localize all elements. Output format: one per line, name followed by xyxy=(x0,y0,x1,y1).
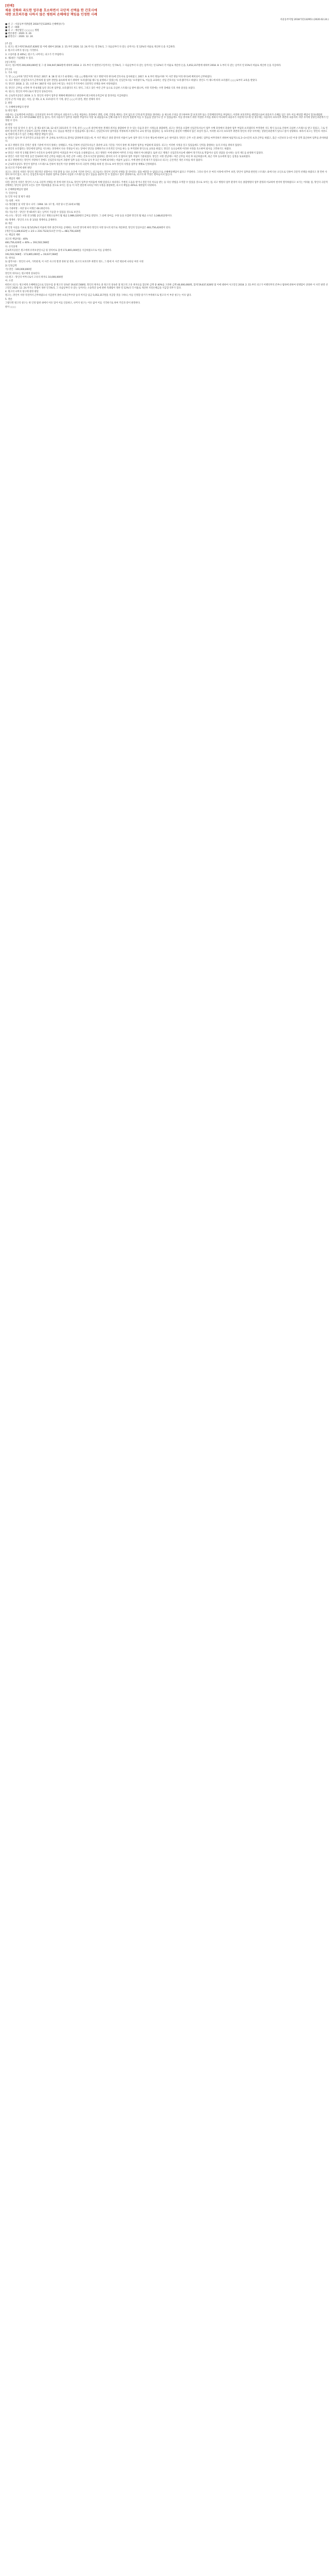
paragraph: 나. 책임의 제한 xyxy=(5,234,21,237)
paragraph: 2. 판단 xyxy=(5,102,12,105)
court-case-number: 서울동부지법 2018가단132951 (2020.02.24.) xyxy=(280,18,329,21)
meta-line: ■ 판결선고 : 2020. 12. 24. xyxy=(5,35,34,38)
paragraph: 라. 망인은 근무를 시작한 후 약 6개월 동안 과도한 업무량, 프리셉터의 지도 방식, 그리고 잦은 야간 근무 등으로 극심한 스트레스를 받아 왔으며, 사망 직전에는 수면 장애와 식욕 저하 증상을 보였다. xyxy=(5,87,195,90)
paragraph: [계산식] 3,348,612원 × 2/3 × 216.7123(호프만 수치) = 483,756,420원 xyxy=(5,230,81,233)
meta-line: ■ 변론종결 : 2020. 0. 24. xyxy=(5,32,32,35)
paragraph: 위 인정 사실 및 앞서 든 증거, 갑 제3 내지 10, 12 내지 15호증의 각 기재, 증인 ○○○의 증언에 변론 전체의 취지를 종합하여 알 수 있는 다음과 같은 사정들을 종합하면, 피고는 망인을 포함한 신입간호사들이 업무 수행 과정에서 과중한 업무 부담과 프리셉터의 부적절한 지도 방식 등으로 인하여 극심한 스트레스를 받고 있었고, 그로 인하여 정신적 건강이 손상되어 극단적 선택에 이를 수도 있음을 예견할 수 있었음에도 불구하고, 신입간호사의 업무량을 적정하게 조절하거나 교육 방식을 점검하는 등 보호의무를 충실히 이행하지 않은 과실이 있고, 이러한 피고의 보호의무 위반과 망인의 사망 사이에는 상당인과관계가 있다고 봄이 상당하다. 따라서 피고는 망인의 사망으로 인하여 원고가 입은 손해를 배상할 책임이 있다. xyxy=(5,127,328,137)
paragraph: 3) 피고의 주장에 대한 판단 xyxy=(5,167,32,170)
paragraph: 5. 결론 xyxy=(5,298,12,301)
paragraph: 4. 제1항은 가집행할 수 있다. xyxy=(5,57,34,60)
meta-line: ■ 피 고 : 재단법인 ○○○○○ 병원 xyxy=(5,29,39,32)
paragraph: ⑦ 근로복지공단도 망인이 업무상 스트레스로 인하여 정신적 이상 상태에 이르러 극단적 선택을 하게 된 것으로 보아 망인의 사망을 업무상 재해로 인정하였다. xyxy=(5,163,157,166)
paragraph: ⑥ 피고 병원에서는 망인이 사망하기 전에도 신입간호사들이 과중한 업무 등을 이유로 입사 후 1년 이내에 퇴사하는 비율이 높았고, 이에 관한 문제 제기가 있었으나 피고는 근본적인 개선 조치를 하지 않았다. xyxy=(5,159,203,162)
paragraph: 1) 참작사유 : 망인의 나이, 가족관계, 이 사건 사고의 발생 경위 및 결과, 피고의 보호의무 위반의 정도, 그 밖에 이 사건 변론에 나타난 여러 사정 xyxy=(5,261,144,264)
paragraph: 마) 소득 : 망인은 사망 전 3개월 동안 피고 병원으로부터 월 평균 2,989,320원의 급여를 받았다. 그 외에 상여금, 수당 등을 포함한 망인의 월 평균 소득은 3,348,612원이다. xyxy=(5,215,173,218)
paragraph: ② 피고 병원의 간호 인력은 법정 기준에 미치지 못하는 상태였고, 이로 인하여 신입간호사들은 충분한 교육 기간을 거치지 못한 채 과중한 업무를 부담하게 되었다. 피고는 이러한 사정을 알고 있었음에도 인력을 충원하는 등의 조치를 취하지 않았다. xyxy=(5,144,242,147)
paragraph: 가) 성별 : 여자 xyxy=(5,199,20,202)
meta-line: ■ 선 고 : 서울동부지방법원 2018가단132951 손해배상(기) xyxy=(5,23,64,26)
meta-line: ■ 원 고 : 000 xyxy=(5,26,20,29)
paragraph: ⑤ 망인은 사망 직전 며칠 동안 연속하여 야간 근무를 하였는데, 야간 근무 시에는 간호사 1인당 담당하는 환자의 수가 더 많아져 업무 부담이 가중되었다. 망인은 사망 전날에도 야간 근무를 마친 후 퇴근하였으며, 퇴근 직후 동료에게 힘든 심정을 토로하였다. xyxy=(5,155,251,158)
paragraph: 2) 계산 xyxy=(5,223,13,226)
paragraph: 바. 근로복지공단은 2019. 3. 5. 망인의 사망이 업무상 재해에 해당한다고 판단하여 원고에게 유족급여 및 장의비를 지급하였다. xyxy=(5,94,128,97)
paragraph: [인정 근거] 다툼 없는 사실, 갑 제1, 2, 6, 11호증의 각 기재, 증인 ○○○의 증언, 변론 전체의 취지 xyxy=(5,98,101,101)
paragraph: 1. 기초 사실 xyxy=(5,72,18,75)
paragraph: 다만, 망인의 사망은 망인이 스스로 극단적 선택을 한 것에 의한 것으로, 망인이 업무상 어려움에 처해 있었다고 하더라도 주변의 도움을 받거나 전문가의 치료를 받는 등 다른 방법을 모색할 수 있었을 것으로 보이는 점, 피고 병원의 업무 환경이 다른 종합병원의 업무 환경과 비교하여 현저히 열악하였다고 보기는 어려운 점, 망인의 극단적 선택에는 망인의 심리적 요인도 일부 작용하였을 것으로 보이는 점 등 이 사건 변론에 나타난 여러 사정을 종합하면, 피고의 책임을 40%로 제한함이 타당하다. xyxy=(5,181,328,188)
document-title xyxy=(5,9,329,17)
paragraph: 가. 일실수입 xyxy=(5,192,18,195)
paragraph: 가. 망 ○○○(이하 '망인'이라 한다)은 2017. 8. 18.경 피고가 운영하는 서울 ○○병원(이하 '피고 병원'이라 한다)에 간호사로 입사하였고, 2017. 9. 4.부터 병동(이하 '이 사건 병동'이라 한다)에 배치되어 근무하였다. xyxy=(5,75,212,78)
paragraph: 원고는, 망인이 사망 직전까지 근무하였으나 지급받지 못한 초과근무수당 등의 미지급 임금 5,052,317원을 지급할 것을 구하나, 이를 인정할 증거가 부족하므로 원고의 이 부분 청구는 이유 없다. xyxy=(5,294,192,297)
paragraph: 3. 소송비용 중 40%는 원고가, 나머지는 피고가 각 부담한다. xyxy=(5,53,64,56)
paragraph: ③ 망인의 프리셉터는 망인에게 업무를 지도하는 과정에서 다른 직원들이 보는 앞에서 망인을 질책하거나 모욕적인 언사를 하는 등 부적절한 방식으로 교육을 하였고, 망인은 동료들에게 이러한 사정을 호소하며 퇴사를 고민하기도 하였다. xyxy=(5,148,232,151)
paragraph: 따라서 피고는 원고에게 손해배상금으로 일실수입 중 원고의 상속분 19,637,568원, 망인의 위자료 중 원고의 상속분 및 원고의 고유 위자료를 합산한 금액 중 40%를 고려한 금액 40,000,060원, 합계 59,637,628원 및 이에 대하여 사고일인 2018. 2. 15.부터 피고가 이행의무의 존부나 범위에 관하여 항쟁함이 상당한 이 사건 판결 선고일인 2020. 12. 24.까지는 민법이 정한 연 5%의, 그 다음날부터 다 갚는 날까지는 소송촉진 등에 관한 특례법이 정한 연 12%의 각 비율로 계산한 지연손해금을 지급할 의무가 있다. xyxy=(5,283,328,290)
paragraph: 그렇다면 원고의 청구는 위 인정 범위 내에서 이유 있어 이를 인용하고, 나머지 청구는 이유 없어 이를 기각하기로 하여 주문과 같이 판결한다. xyxy=(5,302,141,305)
paragraph: 피고의 책임비율 : 40% xyxy=(5,238,28,241)
paragraph: 바) 생계비 : 망인의 소득 중 1/3을 생계비로 공제한다. xyxy=(5,218,58,222)
paragraph: 망인의 위자료는 원고에게 상속된다. xyxy=(5,272,40,275)
paragraph: 근로복지공단은 원고에게 유족보상일시금 및 장의비로 합계 173,865,000원을 지급하였으므로 이를 공제한다. xyxy=(5,249,112,252)
document-tag: [판례] xyxy=(5,4,14,8)
paragraph: 나) 생년월일 및 사망 당시 나이 : 1994. 10. 17.생, 사망 당시 만 23세 4개월 xyxy=(5,204,80,207)
paragraph: 위 인정 사실을 기초로 월 5/12%의 비율에 의한 중간이자를 공제하는 호프만 방식에 따라 망인의 사망 당시의 현가로 계산하면, 망인의 일실수입은 483,756,420원이 된다. xyxy=(5,226,171,229)
paragraph: 다. 손익상계 xyxy=(5,245,18,248)
paragraph: ① 망인은 입사 후 약 2주간의 교육을 받은 후 곧바로 독자적으로 환자를 담당하게 되었는데, 이 사건 병동은 중증 환자의 비율이 높아 업무 강도가 다른 병동에 비하여 높은 편이었다. 망인은 근무 시간 외에도 업무를 마무리하기 위하여 평균적으로 2~3시간의 초과 근무를 하였고, 출근 시간보다 1시간 이상 일찍 출근하여 업무를 준비하였다. xyxy=(5,137,328,143)
paragraph: 사용자는 근로계약에 수반되는 신의칙상의 부수적 의무로서 피용자가 노무를 제공하는 과정에서 생명, 신체, 건강을 해치는 일이 없도록 인적·물적 환경을 정비하는 등 필요한 조치를 강구하여야 할 보호의무 또는 안전배려의무를 부담하고, 이러한 보호의무를 위반함으로써 피용자가 손해를 입은 경우 이를 배상할 책임이 있다(대법원 1999. 2. 23. 선고 97다12082 판결 등 참조). 특히 사용자가 업무상 과중한 부담이나 직장 내 괴롭힘으로 인해 피용자가 정신적 질환에 이를 수 있음을 알았거나 알 수 있었음에도 이를 방지하기 위한 적절한 조치를 취하지 아니하여 피용자가 자살에 이르게 된 경우에는 사용자의 보호의무 위반과 피용자의 사망 사이에 상당인과관계가 인정될 수 있다. xyxy=(5,113,329,123)
paragraph: 1. 피고는 원고에게 59,637,628원 및 이에 대하여 2018. 2. 15.부터 2020. 12. 24.까지는 연 5%의, 그 다음날부터 다 갚는 날까지는 연 12%의 비율로 계산한 돈을 지급하라. xyxy=(5,46,176,49)
paragraph: 라) 가동기간 : 망인은 만 65세가 되는 날까지 가동할 수 있었을 것으로 보인다. xyxy=(5,211,81,214)
paragraph: 2) 인정금액 xyxy=(5,264,17,267)
paragraph: 나) 원고 : 망인의 어머니로서 고유의 위자료 10,000,000원 xyxy=(5,276,63,279)
paragraph: 가. 손해배상책임의 발생 xyxy=(5,106,29,109)
paragraph: 483,756,420원 × 40% = 193,502,568원 xyxy=(5,242,49,245)
paragraph: 마. 소결 xyxy=(5,280,13,283)
title-line: 채용 강화와 과도한 업무를 호소하면서 극단적 선택을 한 간호사에 xyxy=(5,9,97,13)
paragraph: 가) 망인 : 100,000,000원 xyxy=(5,268,32,272)
paragraph: 193,502,568원 - 173,865,000원 = 19,637,568원 xyxy=(5,253,58,256)
paragraph: 4. 원고의 나머지 청구에 관한 판단 xyxy=(5,291,39,294)
paragraph: 2) 판단 xyxy=(5,123,13,126)
paragraph: 피고는, 망인의 사망은 망인의 개인적인 성향이나 가정 환경 등 다른 요인에 기인한 것이고, 피고로서는 망인이 극단적 선택을 할 것이라는 점을 예견할 수 없었으므로 손해배상책임이 없다고 주장한다. 그러나 앞서 본 여러 사정에 비추어 보면, 망인이 업무와 관련된 스트레스 외에 다른 요인으로 인하여 극단적 선택을 하였다고 볼 만한 사정이 보이지 않고, 피고는 신입간호사들이 과중한 업무로 인하여 극심한 스트레스를 받고 있음을 충분히 알 수 있었다고 봄이 상당하므로, 피고의 위 주장은 받아들이지 않는다. xyxy=(5,171,327,177)
paragraph: 판사 ○○○ xyxy=(5,306,16,309)
section-heading: [주 문] xyxy=(5,43,12,46)
paragraph: 다) 기대여명 : 사망 당시 여명은 60.35년이다. xyxy=(5,207,51,210)
section-heading: [이 유] xyxy=(5,69,12,72)
paragraph: 피고는 원고에게 200,000,000원 및 그 중 194,947,683원에 대하여 2018. 2. 15.부터 이 판결선고일까지는 연 5%의, 그 다음날부터 다 갚는 날까지는 연 12%의 각 비율로 계산한 돈을, 5,052,317원에 대하여 2018. 8. 1.부터 다 갚는 날까지 연 15%의 비율로 계산한 돈을 지급하라. xyxy=(5,64,281,67)
title-line: 대한 보호의무를 다하지 않은 병원의 손해배상 책임을 인정한 사례 xyxy=(5,13,97,17)
paragraph: 3. 손해배상책임의 범위 xyxy=(5,188,28,191)
paragraph: 2. 원고의 나머지 청구를 기각한다. xyxy=(5,49,39,53)
case-meta xyxy=(5,23,329,39)
paragraph: 1) 관련 법리 xyxy=(5,110,18,113)
paragraph: ④ 망인은 사망 약 1개월 전부터 수간호사 등에게 업무의 어려움과 부서 이동을 요청하였으나, 피고 병원은 이에 대하여 아무런 조치를 취하지 아니하였다. 또한 피고 병원은 신입간호사들에 대하여 정기적으로 면담이나 심리 상담을 실시하는 등의 제도를 운영하지 않았다. xyxy=(5,151,264,155)
paragraph: 나. 피고 병원은 신입간호사가 근무하게 될 업무 전반을 습득하게 하기 위하여 '프리셉터쉽 제도'를 운영하고 있었는데, 신입간호사를 '프리셉티'로, 이들을 교육하는 선임 간호사를 '프리셉터'라고 하였다. 망인도 이 제도에 따라 프리셉터 ○○○로부터 교육을 받았다. xyxy=(5,79,258,82)
section-heading: [청구취지] xyxy=(5,61,16,64)
paragraph: 나. 책임의 제한 xyxy=(5,177,21,180)
paragraph: 라. 위자료 xyxy=(5,257,15,260)
paragraph: 다. 망인은 2018. 2. 15. 오전 9시 30분경 서울 송파구에 있는 자신의 주거지에서 극단적인 선택을 하여 사망하였다. xyxy=(5,83,118,86)
document-page xyxy=(0,0,334,316)
paragraph: 마. 원고는 망인의 어머니로서 망인의 상속인이다. xyxy=(5,91,53,94)
paragraph: 1) 인정 사실 및 평가 내용 xyxy=(5,196,30,199)
judgment-body xyxy=(5,43,329,309)
